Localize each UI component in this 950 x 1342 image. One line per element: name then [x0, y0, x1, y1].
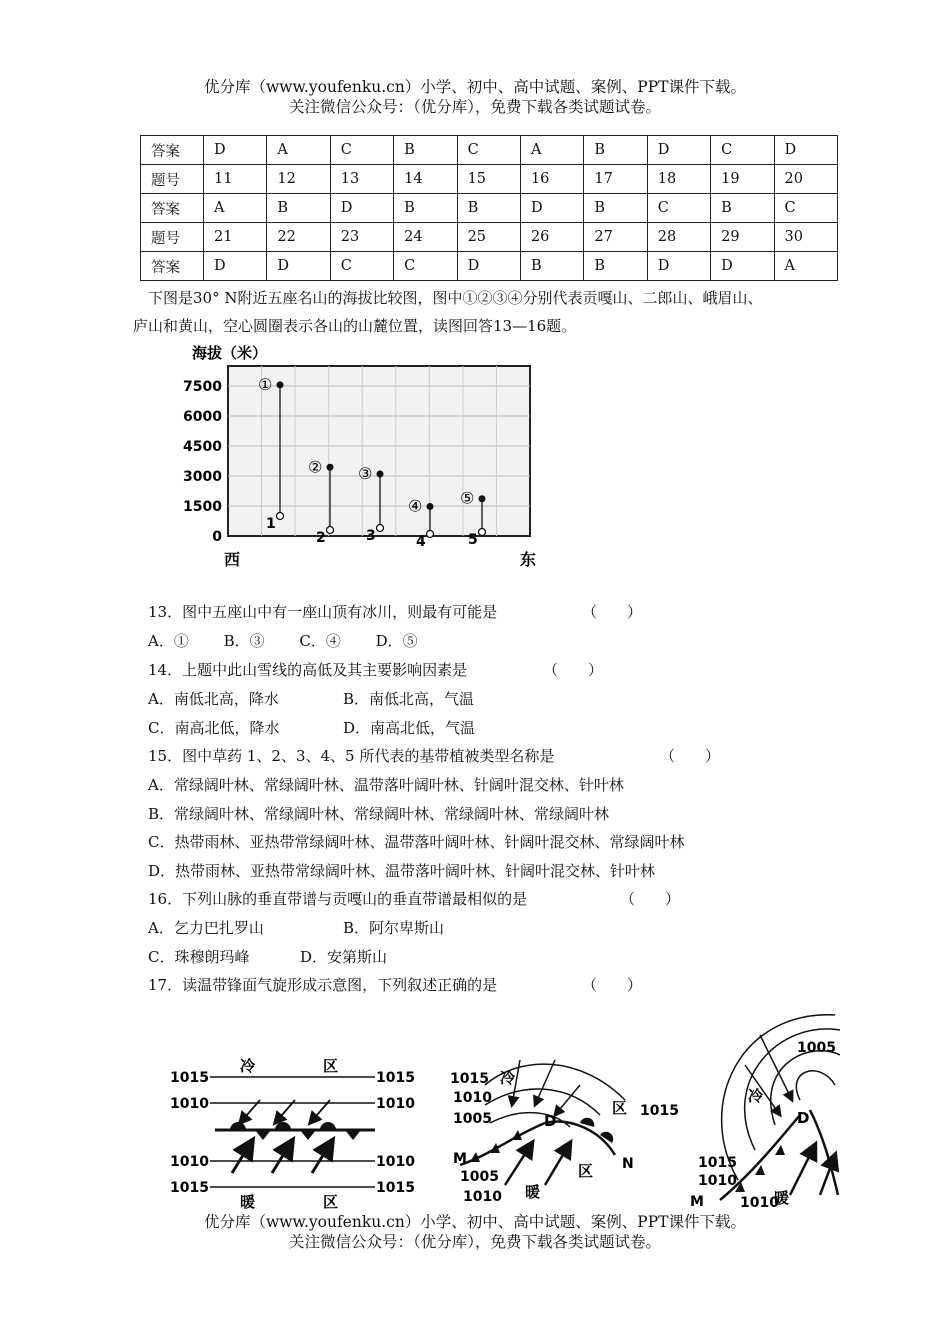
p3-warm: 暖	[774, 1189, 790, 1207]
footer-line-1: 优分库（www.youfenku.cn）小学、初中、高中试题、案例、PPT课件下载。	[203, 1213, 747, 1231]
p3-1010-b: 1010	[740, 1195, 779, 1210]
foot-point	[479, 529, 486, 536]
chart-frame	[228, 366, 530, 536]
p3-1015: 1015	[698, 1155, 737, 1171]
q14-option-a: A．南低北高，降水	[148, 690, 279, 708]
p3-1005: 1005	[797, 1040, 836, 1056]
table-cell: 27	[584, 223, 647, 252]
foot-point	[327, 527, 334, 534]
q15: 15．图中草药 1、2、3、4、5 所代表的基带植被类型名称是	[148, 747, 555, 765]
q13-bracket: （ ）	[582, 603, 643, 621]
foot-label: 1	[266, 516, 276, 532]
foot-label: 3	[366, 528, 376, 544]
peak-label: ④	[408, 496, 423, 516]
table-cell: 30	[774, 223, 837, 252]
table-cell: B	[584, 252, 647, 281]
table-cell: 13	[330, 165, 393, 194]
q15-option-b: B．常绿阔叶林、常绿阔叶林、常绿阔叶林、常绿阔叶林、常绿阔叶林	[148, 805, 610, 823]
y-tick-label: 3000	[183, 469, 222, 485]
table-cell: D	[711, 252, 774, 281]
panel-2-labels	[450, 1069, 679, 1205]
header-line-1: 优分库（www.youfenku.cn）小学、初中、高中试题、案例、PPT课件下载。	[203, 78, 747, 96]
q13-options: A．① B．③ C．④ D．⑤	[148, 632, 418, 650]
table-cell: B	[711, 194, 774, 223]
west-label: 西	[224, 550, 241, 569]
q13: 13．图中五座山中有一座山顶有冰川，则最有可能是	[148, 603, 498, 621]
table-cell: D	[204, 136, 267, 165]
table-cell: C	[330, 136, 393, 165]
peak-label: ②	[308, 457, 323, 477]
altitude-chart	[180, 336, 560, 576]
answer-table-row	[141, 165, 838, 194]
foot-label: 2	[316, 530, 326, 546]
y-tick-label: 7500	[183, 379, 222, 395]
table-cell: D	[457, 252, 520, 281]
table-cell: B	[394, 194, 457, 223]
table-cell: B	[584, 136, 647, 165]
q14-option-b: B．南低北高，气温	[343, 690, 475, 708]
frontal-cyclone-figure	[160, 1005, 840, 1210]
table-cell: 29	[711, 223, 774, 252]
q14-bracket: （ ）	[543, 661, 604, 679]
altitude-axis-label: 海拔（米）	[192, 344, 268, 362]
row-label: 题号	[141, 165, 204, 194]
foot-point	[377, 525, 384, 532]
p1-1010-left-2: 1010	[170, 1154, 209, 1170]
row-label: 答案	[141, 252, 204, 281]
p1-1010-right-2: 1010	[376, 1154, 415, 1170]
table-cell: D	[330, 194, 393, 223]
peak-point	[377, 471, 384, 478]
table-cell: D	[267, 252, 330, 281]
p1-1010-right: 1010	[376, 1096, 415, 1112]
row-label: 答案	[141, 136, 204, 165]
table-cell: 11	[204, 165, 267, 194]
answer-table-row	[141, 194, 838, 223]
p3-cold: 冷	[748, 1087, 764, 1105]
foot-point	[277, 513, 284, 520]
p1-1015-left: 1015	[170, 1070, 209, 1086]
table-cell: A	[267, 136, 330, 165]
p1-1010-left: 1010	[170, 1096, 209, 1112]
p1-1015-left-2: 1015	[170, 1180, 209, 1196]
foot-label: 5	[468, 532, 478, 548]
p1-warm-zone: 区	[323, 1193, 339, 1210]
table-cell: 26	[520, 223, 583, 252]
east-label: 东	[520, 550, 537, 569]
p1-cold-zone: 区	[323, 1057, 339, 1075]
table-cell: 18	[647, 165, 710, 194]
table-cell: B	[267, 194, 330, 223]
q16-option-b: B．阿尔卑斯山	[343, 919, 445, 937]
p2-cold: 冷	[500, 1069, 516, 1087]
table-cell: 14	[394, 165, 457, 194]
table-cell: 12	[267, 165, 330, 194]
table-cell: D	[774, 136, 837, 165]
table-cell: C	[774, 194, 837, 223]
table-cell: C	[394, 252, 457, 281]
p3-m: M	[690, 1194, 704, 1210]
table-cell: B	[520, 252, 583, 281]
header-line-2: 关注微信公众号：（优分库），免费下载各类试题试卷。	[288, 98, 661, 116]
table-cell: 23	[330, 223, 393, 252]
p3-1010: 1010	[698, 1173, 737, 1189]
q16: 16．下列山脉的垂直带谱与贡嘎山的垂直带谱最相似的是	[148, 890, 528, 908]
table-cell: 28	[647, 223, 710, 252]
table-cell: C	[457, 136, 520, 165]
q15-option-c: C．热带雨林、亚热带常绿阔叶林、温带落叶阔叶林、针阔叶混交林、常绿阔叶林	[148, 833, 685, 851]
p2-1005-bottom: 1005	[460, 1169, 499, 1185]
table-cell: C	[647, 194, 710, 223]
table-cell: C	[330, 252, 393, 281]
table-cell: 15	[457, 165, 520, 194]
y-tick-label: 1500	[183, 499, 222, 515]
table-cell: D	[204, 252, 267, 281]
p1-1015-right-2: 1015	[376, 1180, 415, 1196]
peak-point	[327, 464, 334, 471]
table-cell: B	[394, 136, 457, 165]
panel-3-labels	[690, 1040, 836, 1210]
y-tick-label: 4500	[183, 439, 222, 455]
table-cell: 21	[204, 223, 267, 252]
table-cell: B	[584, 194, 647, 223]
q15-option-d: D．热带雨林、亚热带常绿阔叶林、温带落叶阔叶林、针阔叶混交林、针叶林	[148, 862, 656, 880]
table-cell: A	[774, 252, 837, 281]
p2-low: D	[544, 1112, 557, 1130]
y-tick-label: 0	[212, 529, 222, 545]
y-tick-label: 6000	[183, 409, 222, 425]
p2-1005: 1005	[453, 1111, 492, 1127]
q16-option-d: D．安第斯山	[300, 948, 388, 966]
q15-option-a: A．常绿阔叶林、常绿阔叶林、温带落叶阔叶林、针阔叶混交林、针叶林	[148, 776, 624, 794]
answer-table-row	[141, 252, 838, 281]
peak-label: ⑤	[460, 488, 475, 508]
row-label: 题号	[141, 223, 204, 252]
p2-1015-right: 1015	[640, 1103, 679, 1119]
footer-line-2: 关注微信公众号：（优分库），免费下载各类试题试卷。	[288, 1233, 661, 1251]
q15-bracket: （ ）	[660, 747, 721, 765]
p2-1015: 1015	[450, 1071, 489, 1087]
foot-label: 4	[416, 534, 426, 550]
table-cell: 20	[774, 165, 837, 194]
peak-point	[277, 381, 284, 388]
table-cell: C	[711, 136, 774, 165]
p2-warm: 暖	[525, 1183, 541, 1201]
p2-1010: 1010	[453, 1090, 492, 1106]
q16-option-c: C．珠穆朗玛峰	[148, 948, 250, 966]
table-cell: A	[520, 136, 583, 165]
foot-point	[427, 531, 434, 538]
answer-table-row	[141, 223, 838, 252]
table-cell: A	[204, 194, 267, 223]
table-cell: 16	[520, 165, 583, 194]
q17: 17．读温带锋面气旋形成示意图，下列叙述正确的是	[148, 976, 498, 994]
peak-point	[427, 503, 434, 510]
q16-option-a: A．乞力巴扎罗山	[148, 919, 264, 937]
q14: 14．上题中此山雪线的高低及其主要影响因素是	[148, 661, 468, 679]
p2-zone-top: 区	[612, 1099, 628, 1117]
table-cell: D	[647, 252, 710, 281]
table-cell: 25	[457, 223, 520, 252]
q17-bracket: （ ）	[582, 976, 643, 994]
table-cell: B	[457, 194, 520, 223]
q14-option-c: C．南高北低，降水	[148, 719, 280, 737]
q14-option-d: D．南高北低，气温	[343, 719, 476, 737]
answer-table-row	[141, 136, 838, 165]
p2-zone-bottom: 区	[578, 1162, 594, 1180]
table-cell: 22	[267, 223, 330, 252]
p2-m: M	[453, 1151, 467, 1167]
q16-bracket: （ ）	[620, 890, 681, 908]
intro-line-2: 庐山和黄山，空心圆圈表示各山的山麓位置，读图回答13—16题。	[133, 317, 577, 335]
table-cell: D	[647, 136, 710, 165]
p2-n: N	[622, 1156, 634, 1172]
table-cell: 17	[584, 165, 647, 194]
peak-point	[479, 495, 486, 502]
p1-warm-label: 暖	[240, 1193, 256, 1210]
table-cell: D	[520, 194, 583, 223]
peak-label: ③	[358, 464, 373, 484]
p1-1015-right: 1015	[376, 1070, 415, 1086]
intro-line-1: 下图是30° N附近五座名山的海拔比较图，图中①②③④分别代表贡嘎山、二郎山、峨眉山、	[148, 289, 763, 307]
p3-low: D	[797, 1109, 810, 1127]
answer-table	[140, 135, 838, 281]
p1-cold-label: 冷	[240, 1057, 256, 1075]
table-cell: 19	[711, 165, 774, 194]
table-cell: 24	[394, 223, 457, 252]
peak-label: ①	[258, 374, 273, 394]
row-label: 答案	[141, 194, 204, 223]
panel-1-stationary-front	[170, 1057, 415, 1210]
p2-1010-bottom: 1010	[463, 1189, 502, 1205]
